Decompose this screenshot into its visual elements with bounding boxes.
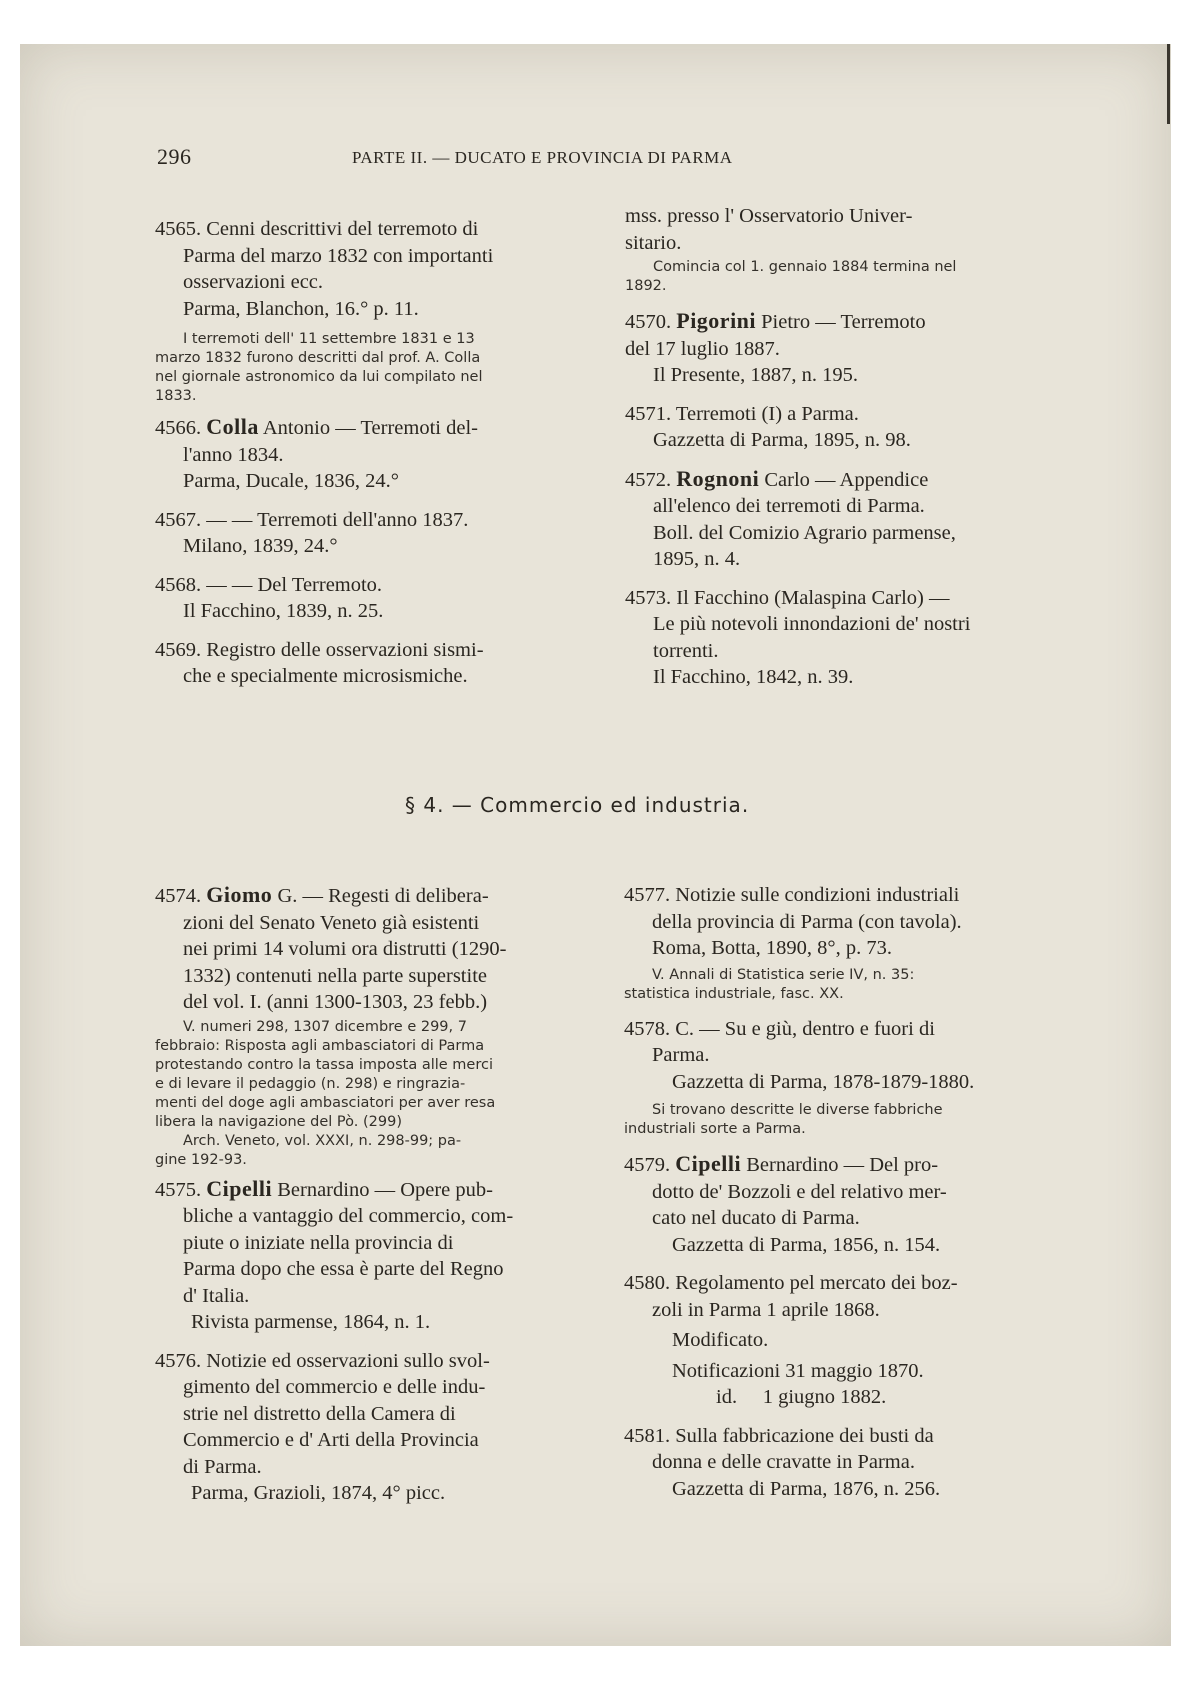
entry-title-line: Antonio — Terremoti del-	[262, 417, 478, 439]
entry-author: Giomo	[206, 882, 273, 907]
entry-title-line: all'elenco dei terremoti di Parma.	[653, 495, 925, 517]
entry-title-line: Commercio e d' Arti della Provincia	[183, 1429, 479, 1451]
entry-number: 4577.	[624, 884, 671, 906]
entry-4574	[155, 882, 600, 1170]
entry-title-line: mss. presso l' Osservatorio Univer-	[625, 205, 913, 227]
entry-4568	[155, 572, 600, 625]
entry-title-line: Regolamento pel mercato dei boz-	[675, 1272, 958, 1294]
entry-title-line: dotto de' Bozzoli e del relativo mer-	[652, 1180, 947, 1203]
entry-number: 4565.	[155, 218, 202, 240]
entry-title-line: Cenni descrittivi del terremoto di	[206, 218, 479, 240]
entry-4571	[625, 401, 1070, 454]
entry-title-line: Le più notevoli innondazioni de' nostri	[653, 613, 971, 635]
entry-title-line: bliche a vantaggio del commercio, com-	[183, 1205, 514, 1227]
entry-title-line: nei primi 14 volumi ora distrutti (1290-	[183, 938, 507, 960]
column-top-left	[155, 216, 600, 702]
entry-number: 4566.	[155, 417, 202, 439]
column-bottom-left	[155, 882, 600, 1519]
entry-number: 4574.	[155, 885, 202, 907]
entry-publication: Parma, Ducale, 1836, 24.°	[183, 470, 399, 492]
entry-4575	[155, 1176, 600, 1336]
entry-title-line: Bernardino — Del pro-	[746, 1154, 939, 1176]
page-number: 296	[157, 144, 192, 169]
entry-author: Colla	[206, 414, 259, 439]
entry-author: Pigorini	[676, 308, 757, 333]
page-edge-shadow	[1167, 44, 1170, 124]
entry-title-line: Notizie ed osservazioni sullo svol-	[206, 1349, 490, 1372]
entry-publication: id. 1 giugno 1882.	[716, 1386, 887, 1408]
entry-number: 4581.	[624, 1424, 671, 1447]
column-top-right	[625, 203, 1070, 703]
entry-publication: Il Facchino, 1842, n. 39.	[653, 666, 854, 688]
entry-title-line: del vol. I. (anni 1300-1303, 23 febb.)	[183, 991, 488, 1013]
entry-title-line: C. — Su e giù, dentro e fuori di	[675, 1017, 935, 1040]
entry-title-line: torrenti.	[653, 639, 719, 662]
entry-number: 4569.	[155, 638, 202, 661]
entry-title-line: Bernardino — Opere pub-	[277, 1178, 493, 1201]
entry-publication: 1895, n. 4.	[653, 548, 741, 570]
entry-title-line: zioni del Senato Veneto già esistenti	[183, 911, 480, 934]
entry-publication: Gazzetta di Parma, 1856, n. 154.	[672, 1233, 941, 1256]
entry-4579	[624, 1151, 1069, 1258]
entry-number: 4575.	[155, 1178, 202, 1201]
entry-title-line: Parma del marzo 1832 con importanti	[183, 244, 494, 267]
entry-number: 4570.	[625, 311, 672, 333]
entry-number: 4568.	[155, 573, 202, 596]
entry-4577	[624, 882, 1069, 1004]
entry-title-line: l'anno 1834.	[183, 443, 284, 466]
entry-publication: Gazzetta di Parma, 1878-1879-1880.	[672, 1070, 975, 1093]
entry-number: 4576.	[155, 1349, 202, 1372]
entry-title-line: di Parma.	[183, 1455, 262, 1478]
entry-title-line: Sulla fabbricazione dei busti da	[675, 1424, 934, 1447]
entry-title-line: Terremoti (I) a Parma.	[675, 402, 859, 425]
entry-title-line: della provincia di Parma (con tavola).	[652, 910, 962, 933]
entry-author: Cipelli	[206, 1175, 273, 1201]
entry-title-line: Notizie sulle condizioni industriali	[675, 884, 960, 906]
section-heading: § 4. — Commercio ed industria.	[405, 793, 750, 817]
entry-4576	[155, 1348, 600, 1507]
entry-publication: Il Presente, 1887, n. 195.	[653, 364, 858, 386]
entry-number: 4580.	[624, 1272, 671, 1294]
entry-publication: Rivista parmense, 1864, n. 1.	[191, 1311, 431, 1333]
entry-title-line: G. — Regesti di delibera-	[277, 885, 489, 907]
entry-publication: Modificato.	[672, 1329, 769, 1351]
entry-title-line: cato nel ducato di Parma.	[652, 1207, 860, 1229]
entry-title-line: osservazioni ecc.	[183, 271, 324, 293]
entry-title-line: Parma.	[652, 1044, 710, 1066]
entry-note: Si trovano descritte le diverse fabbriche industriali sorte a Parma.	[624, 1102, 943, 1137]
entry-4581	[624, 1423, 1069, 1503]
entry-publication: Boll. del Comizio Agrario parmense,	[653, 521, 956, 544]
column-bottom-right	[624, 882, 1069, 1514]
entry-title-line: Registro delle osservazioni sismi-	[206, 638, 484, 661]
entry-publication: Il Facchino, 1839, n. 25.	[183, 600, 384, 622]
entry-note: I terremoti dell' 11 settembre 1831 e 13 marzo 1832 furono descritti dal prof. A. Colla nel giornale astronomico da lui compilato nel 1833.	[155, 331, 483, 404]
entry-title-line: gimento del commercio e delle indu-	[183, 1376, 486, 1398]
entry-number: 4578.	[624, 1017, 671, 1040]
entry-publication: Parma, Grazioli, 1874, 4° picc.	[191, 1482, 446, 1504]
entry-number: 4573.	[625, 586, 672, 609]
entry-number: 4571.	[625, 402, 672, 425]
entry-title-line: — — Terremoti dell'anno 1837.	[206, 508, 469, 531]
entry-title-line: che e specialmente microsismiche.	[183, 665, 468, 687]
entry-title-line: Parma dopo che essa è parte del Regno	[183, 1258, 504, 1280]
entry-4567	[155, 507, 600, 560]
entry-author: Cipelli	[675, 1151, 742, 1176]
entry-4578	[624, 1016, 1069, 1140]
entry-publication: Parma, Blanchon, 16.° p. 11.	[183, 297, 419, 320]
entry-publication: Notificazioni 31 maggio 1870.	[672, 1359, 924, 1382]
entry-4570	[625, 308, 1070, 389]
entry-title-line: zoli in Parma 1 aprile 1868.	[652, 1298, 880, 1321]
entry-publication: Milano, 1839, 24.°	[183, 535, 338, 557]
entry-title-line: del 17 luglio 1887.	[625, 337, 780, 360]
entry-4569-continued	[625, 203, 1070, 296]
entry-title-line: sitario.	[625, 231, 682, 254]
entry-publication: Gazzetta di Parma, 1876, n. 256.	[672, 1477, 941, 1500]
entry-4572	[625, 466, 1070, 573]
entry-4565	[155, 216, 600, 406]
entry-title-line: strie nel distretto della Camera di	[183, 1402, 456, 1425]
entry-4566	[155, 414, 600, 495]
entry-title-line: d' Italia.	[183, 1284, 250, 1307]
entry-4573	[625, 585, 1070, 691]
entry-title-line: 1332) contenuti nella parte superstite	[183, 964, 487, 987]
entry-note: V. numeri 298, 1307 dicembre e 299, 7 febbraio: Risposta agli ambasciatori di Parma protestando contro la tassa imposta alle merci e di levare il pedaggio (n. 298) e ringrazia- menti del doge agli ambasciatori per aver resa libera la navigazione del Pò. (299) Arch. Veneto, vol. XXXI, n. 298-99; pa- gine 192-93.	[155, 1018, 496, 1168]
entry-author: Rognoni	[676, 465, 760, 491]
entry-publication: Roma, Botta, 1890, 8°, p. 73.	[652, 937, 892, 959]
entry-title-line: Il Facchino (Malaspina Carlo) —	[676, 586, 950, 609]
running-title: PARTE II. — DUCATO E PROVINCIA DI PARMA	[352, 148, 733, 167]
entry-number: 4572.	[625, 468, 672, 491]
entry-4569	[155, 637, 600, 690]
entry-title-line: Carlo — Appendice	[764, 468, 929, 491]
entry-number: 4567.	[155, 508, 202, 531]
entry-title-line: Pietro — Terremoto	[761, 311, 926, 333]
entry-number: 4579.	[624, 1154, 671, 1176]
entry-publication: Gazzetta di Parma, 1895, n. 98.	[653, 429, 911, 451]
entry-title-line: — — Del Terremoto.	[206, 573, 383, 596]
entry-title-line: piute o iniziate nella provincia di	[183, 1231, 454, 1254]
entry-note: Comincia col 1. gennaio 1884 termina nel 1892.	[625, 259, 957, 294]
entry-note: V. Annali di Statistica serie IV, n. 35: statistica industriale, fasc. XX.	[624, 966, 915, 1002]
entry-4580	[624, 1270, 1069, 1411]
page-header	[157, 144, 877, 172]
entry-title-line: donna e delle cravatte in Parma.	[652, 1451, 915, 1473]
